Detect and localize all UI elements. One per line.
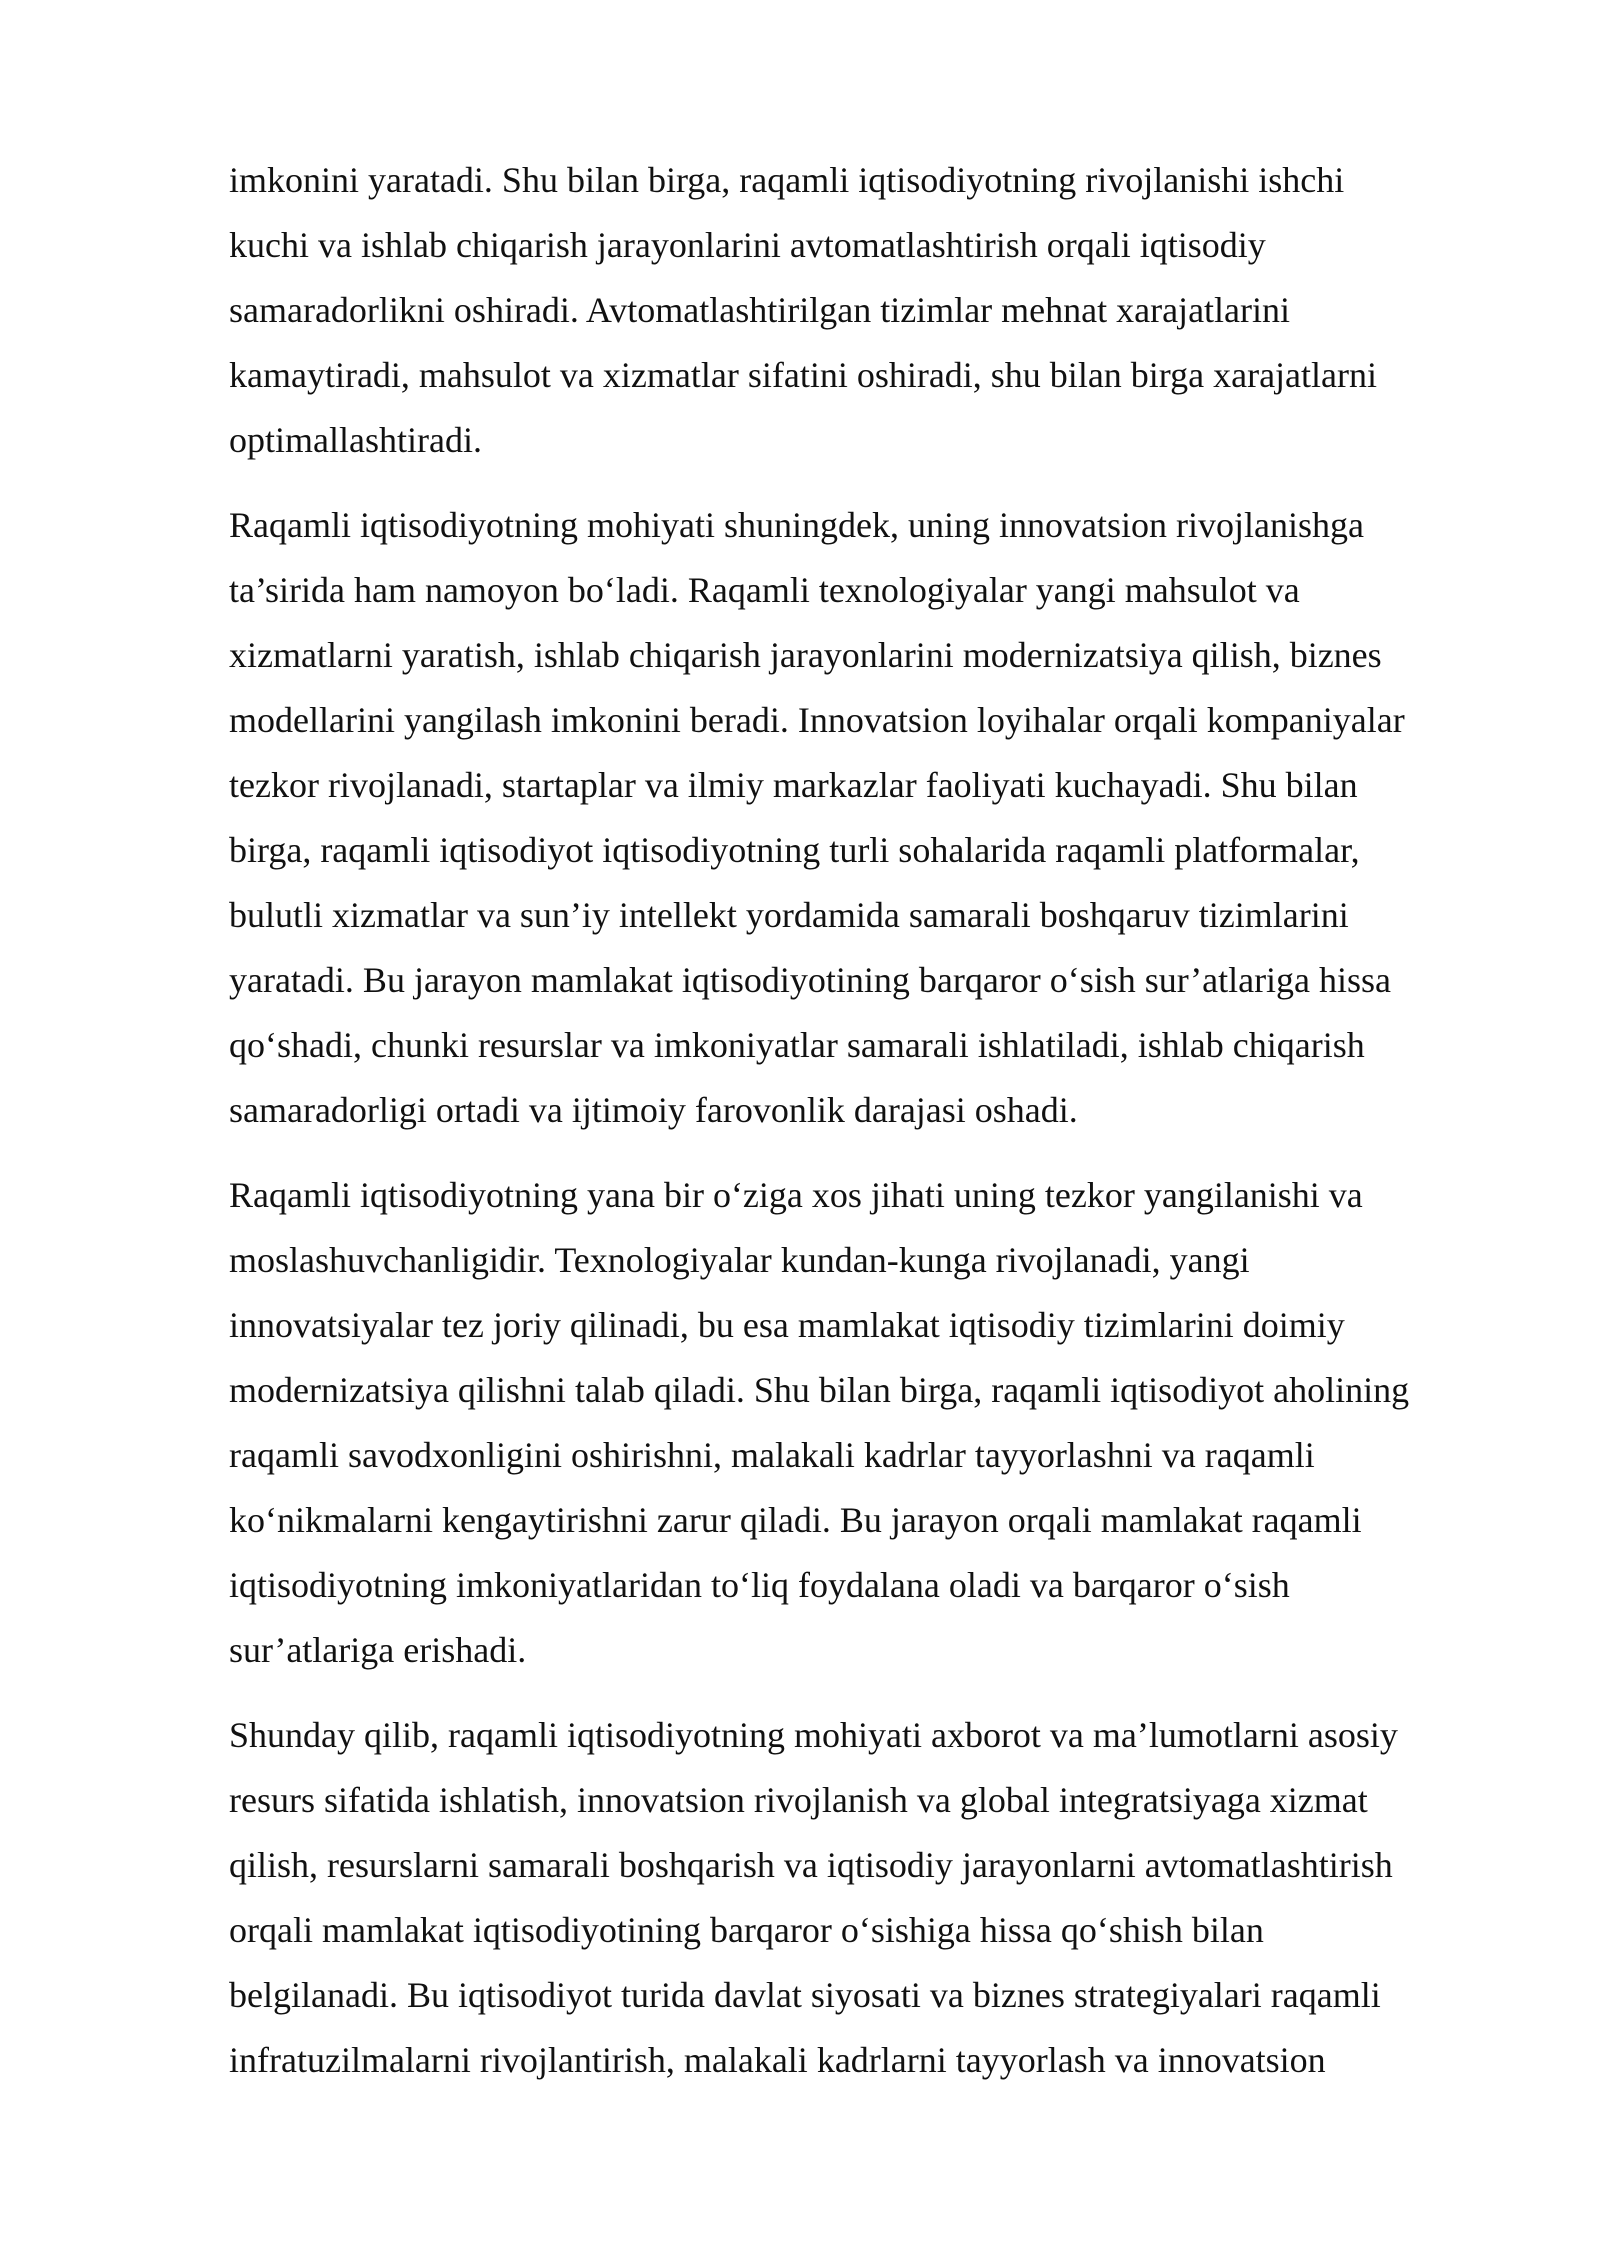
text-line: modernizatsiya qilishni talab qiladi. Shu bilan birga, raqamli iqtisodiyot aholining: [229, 1370, 1410, 1410]
text-line: ko‘nikmalarni kengaytirishni zarur qiladi. Bu jarayon orqali mamlakat raqamli: [229, 1500, 1362, 1540]
paragraph-spacing: [229, 1683, 1479, 1703]
text-line: belgilanadi. Bu iqtisodiyot turida davlat siyosati va biznes strategiyalari raqamli: [229, 1975, 1381, 2015]
text-line: sur’atlariga erishadi.: [229, 1630, 527, 1670]
text-line: birga, raqamli iqtisodiyot iqtisodiyotning turli sohalarida raqamli platformalar,: [229, 830, 1360, 870]
text-line: imkonini yaratadi. Shu bilan birga, raqamli iqtisodiyotning rivojlanishi ishchi: [229, 160, 1345, 200]
text-line: infratuzilmalarni rivojlantirish, malakali kadrlarni tayyorlash va innovatsion: [229, 2040, 1326, 2080]
paragraph: [229, 148, 1479, 473]
text-line: orqali mamlakat iqtisodiyotining barqaror o‘sishiga hissa qo‘shish bilan: [229, 1910, 1264, 1950]
text-line: Raqamli iqtisodiyotning mohiyati shuningdek, uning innovatsion rivojlanishga: [229, 505, 1364, 545]
text-line: resurs sifatida ishlatish, innovatsion rivojlanish va global integratsiyaga xizmat: [229, 1780, 1368, 1820]
text-line: qo‘shadi, chunki resurslar va imkoniyatlar samarali ishlatiladi, ishlab chiqarish: [229, 1025, 1365, 1065]
text-line: tezkor rivojlanadi, startaplar va ilmiy markazlar faoliyati kuchayadi. Shu bilan: [229, 765, 1358, 805]
text-line: xizmatlarni yaratish, ishlab chiqarish jarayonlarini modernizatsiya qilish, biznes: [229, 635, 1382, 675]
text-line: samaradorligi ortadi va ijtimoiy farovonlik darajasi oshadi.: [229, 1090, 1078, 1130]
paragraph: [229, 1703, 1479, 2093]
text-line: kuchi va ishlab chiqarish jarayonlarini avtomatlashtirish orqali iqtisodiy: [229, 225, 1266, 265]
text-line: bulutli xizmatlar va sun’iy intellekt yordamida samarali boshqaruv tizimlarini: [229, 895, 1349, 935]
text-line: samaradorlikni oshiradi. Avtomatlashtirilgan tizimlar mehnat xarajatlarini: [229, 290, 1291, 330]
text-line: kamaytiradi, mahsulot va xizmatlar sifatini oshiradi, shu bilan birga xarajatlarni: [229, 355, 1378, 395]
text-line: iqtisodiyotning imkoniyatlaridan to‘liq foydalana oladi va barqaror o‘sish: [229, 1565, 1290, 1605]
text-line: Raqamli iqtisodiyotning yana bir o‘ziga xos jihati uning tezkor yangilanishi va: [229, 1175, 1363, 1215]
paragraph: [229, 493, 1479, 1143]
text-line: modellarini yangilash imkonini beradi. Innovatsion loyihalar orqali kompaniyalar: [229, 700, 1405, 740]
paragraph-spacing: [229, 473, 1479, 493]
paragraph: [229, 1163, 1479, 1683]
text-line: ta’sirida ham namoyon bo‘ladi. Raqamli texnologiyalar yangi mahsulot va: [229, 570, 1300, 610]
text-line: moslashuvchanligidir. Texnologiyalar kundan-kunga rivojlanadi, yangi: [229, 1240, 1250, 1280]
body-text: [229, 148, 1479, 2093]
text-line: innovatsiyalar tez joriy qilinadi, bu esa mamlakat iqtisodiy tizimlarini doimiy: [229, 1305, 1345, 1345]
paragraph-spacing: [229, 1143, 1479, 1163]
text-line: Shunday qilib, raqamli iqtisodiyotning mohiyati axborot va ma’lumotlarni asosiy: [229, 1715, 1398, 1755]
text-line: optimallashtiradi.: [229, 420, 482, 460]
text-line: raqamli savodxonligini oshirishni, malakali kadrlar tayyorlashni va raqamli: [229, 1435, 1315, 1475]
text-line: yaratadi. Bu jarayon mamlakat iqtisodiyotining barqaror o‘sish sur’atlariga hissa: [229, 960, 1392, 1000]
text-line: qilish, resurslarni samarali boshqarish va iqtisodiy jarayonlarni avtomatlashtirish: [229, 1845, 1393, 1885]
